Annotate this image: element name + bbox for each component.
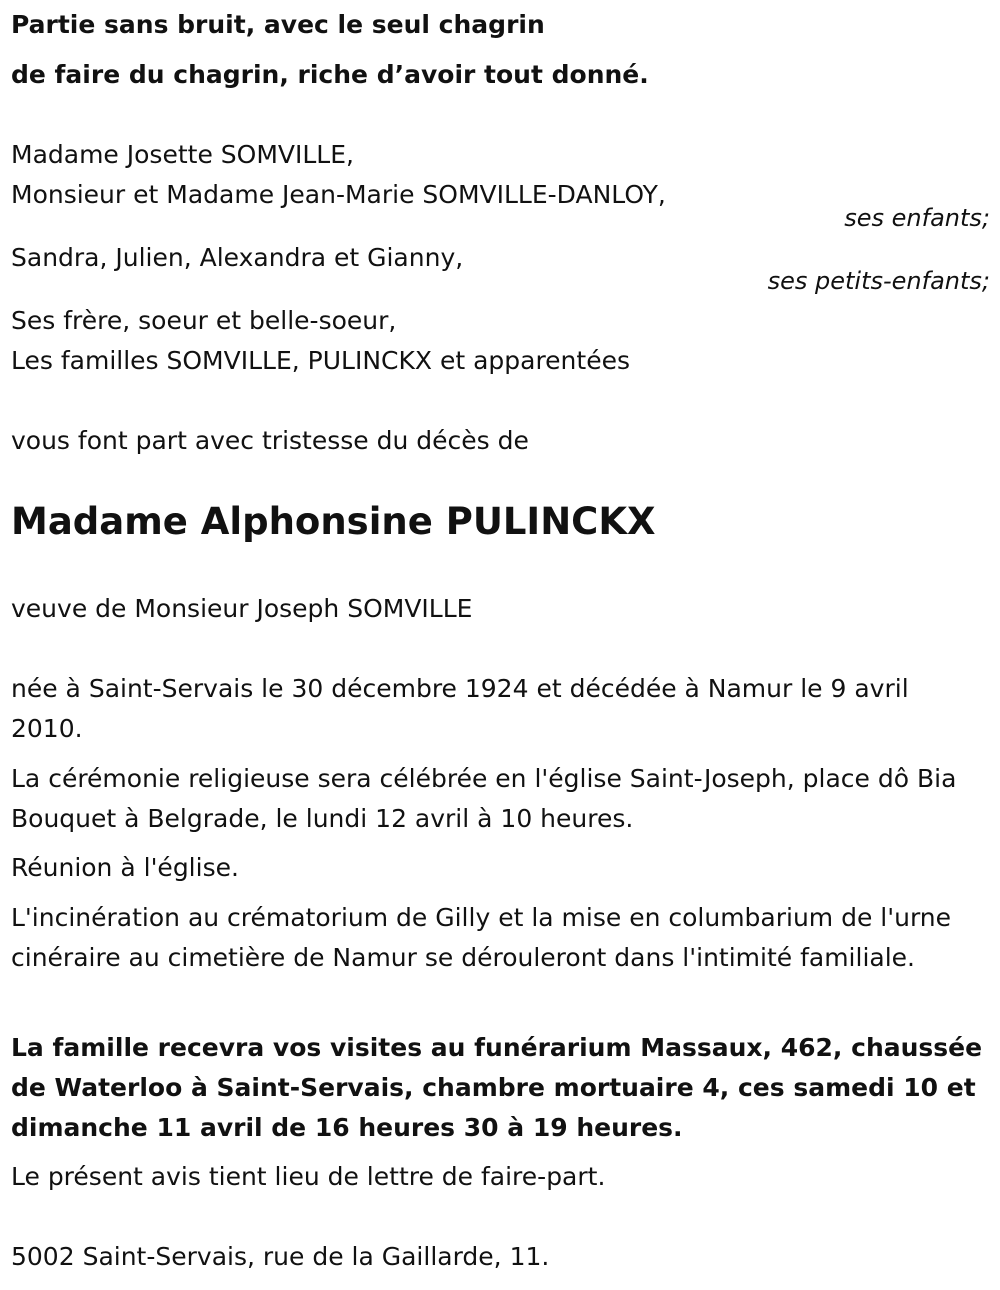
children-label: ses enfants;	[844, 204, 990, 232]
grandchildren-label: ses petits-enfants;	[767, 267, 990, 295]
family-child-2: Monsieur et Madame Jean-Marie SOMVILLE-DANLOY,	[11, 180, 666, 209]
widow-of: veuve de Monsieur Joseph SOMVILLE	[11, 594, 473, 623]
epigraph-line-2: de faire du chagrin, riche d’avoir tout donné.	[11, 60, 649, 89]
deceased-name: Madame Alphonsine PULINCKX	[11, 500, 656, 543]
family-grandchildren: Sandra, Julien, Alexandra et Gianny,	[11, 243, 464, 272]
cremation-text: L'incinération au crématorium de Gilly et la mise en columbarium de l'urne cinéraire au cimetière de Namur se dérouleront dans l'intimité familiale.	[11, 903, 952, 972]
address-text: 5002 Saint-Servais, rue de la Gaillarde, 11.	[11, 1242, 550, 1271]
visits-text: La famille recevra vos visites au funérarium Massaux, 462, chaussée de Waterloo à Saint-Servais, chambre mortuaire 4, ces samedi 10 et dimanche 11 avril de 16 heures 30 à 19 heures.	[11, 1033, 983, 1142]
meeting-text: Réunion à l'église.	[11, 853, 239, 882]
birth-death: née à Saint-Servais le 30 décembre 1924 et décédée à Namur le 9 avril 2010.	[11, 674, 909, 743]
family-child-1: Madame Josette SOMVILLE,	[11, 140, 354, 169]
notice-text: Le présent avis tient lieu de lettre de faire-part.	[11, 1162, 606, 1191]
epigraph-line-1: Partie sans bruit, avec le seul chagrin	[11, 10, 545, 39]
announcement-text: vous font part avec tristesse du décès de	[11, 426, 529, 455]
ceremony-text: La cérémonie religieuse sera célébrée en l'église Saint-Joseph, place dô Bia Bouquet à Belgrade, le lundi 12 avril à 10 heures.	[11, 764, 957, 833]
family-relatives: Les familles SOMVILLE, PULINCKX et apparentées	[11, 346, 630, 375]
family-siblings: Ses frère, soeur et belle-soeur,	[11, 306, 397, 335]
